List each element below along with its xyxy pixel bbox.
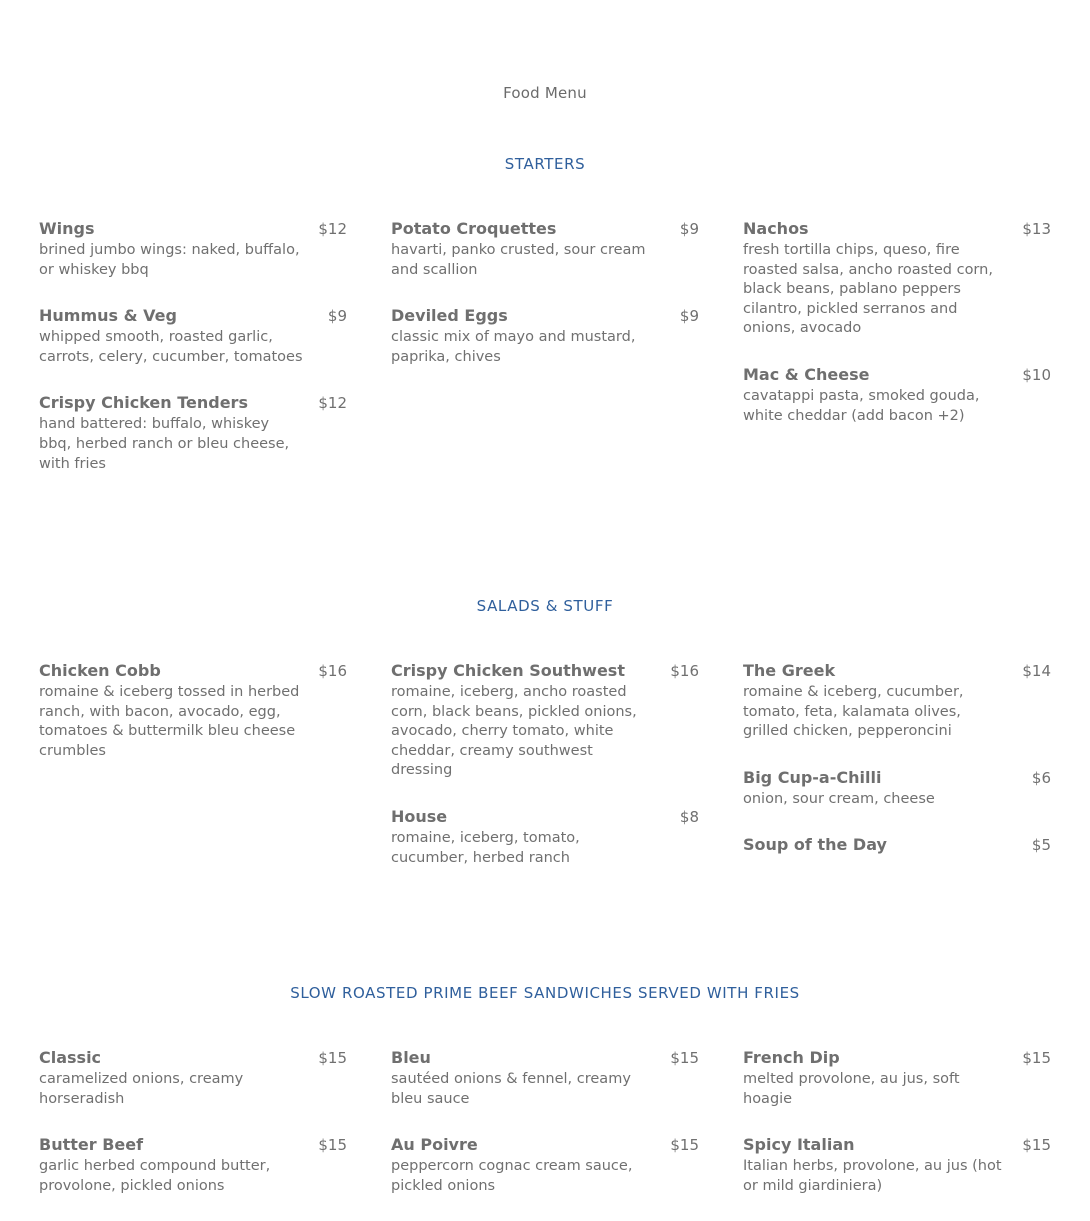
item-description: hand battered: buffalo, whiskey bbq, herbed ranch or bleu cheese, with fries: [39, 416, 290, 472]
item-price: $15: [670, 1136, 699, 1155]
item-price: $12: [318, 394, 347, 413]
item-price: $15: [318, 1049, 347, 1067]
item-description: brined jumbo wings: naked, buffalo, or whiskey bbq: [39, 242, 300, 278]
item-name: Mac & Cheese: [743, 364, 870, 384]
menu-item: [743, 661, 1051, 742]
item-name: Crispy Chicken Southwest: [391, 661, 625, 680]
menu-item: [391, 1135, 699, 1196]
salads-column-2: [391, 661, 699, 868]
item-price: $6: [1031, 768, 1051, 787]
sandwiches-column-1: [39, 1048, 347, 1196]
item-name: Bleu: [391, 1048, 431, 1067]
item-description: cavatappi pasta, smoked gouda, white cheddar (add bacon +2): [743, 387, 980, 424]
item-description: romaine & iceberg, cucumber, tomato, feta, kalamata olives, grilled chicken, pepperoncini: [743, 684, 964, 740]
item-name: Nachos: [743, 219, 809, 238]
item-price: $8: [679, 807, 699, 826]
item-name: Chicken Cobb: [39, 661, 161, 680]
menu-item: [743, 835, 1051, 854]
item-price: $9: [679, 307, 699, 326]
item-description: melted provolone, au jus, soft hoagie: [743, 1071, 960, 1107]
item-name: Deviled Eggs: [391, 306, 508, 326]
menu-item: [391, 219, 699, 280]
menu-item: [39, 393, 347, 474]
menu-item: [39, 1048, 347, 1109]
item-name: House: [391, 806, 448, 826]
item-description: fresh tortilla chips, queso, fire roasted salsa, ancho roasted corn, black beans, pablano peppers cilantro, pickled serranos and onions, avocado: [743, 242, 993, 337]
sandwiches-column-2: [391, 1048, 699, 1196]
item-description: Italian herbs, provolone, au jus (hot or mild giardiniera): [743, 1158, 1002, 1194]
menu-item: [39, 1135, 347, 1196]
menu-item: [743, 219, 1051, 339]
item-description: onion, sour cream, cheese: [743, 790, 935, 807]
item-name: Hummus & Veg: [39, 306, 177, 326]
item-description: peppercorn cognac cream sauce, pickled onions: [391, 1158, 633, 1194]
item-name: Butter Beef: [39, 1135, 144, 1155]
item-name: Wings: [39, 219, 95, 238]
item-name: Crispy Chicken Tenders: [39, 393, 248, 413]
starters-column-2: [391, 219, 699, 367]
item-price: $15: [318, 1136, 347, 1155]
starters-column-1: [39, 219, 347, 474]
item-description: classic mix of mayo and mustard, paprika, chives: [391, 329, 636, 365]
sandwiches-column-3: [743, 1048, 1051, 1196]
item-name: French Dip: [743, 1048, 840, 1067]
item-name: Soup of the Day: [743, 835, 887, 855]
menu-item: [39, 219, 347, 280]
menu-item: [39, 306, 347, 367]
item-price: $15: [1022, 1049, 1051, 1067]
item-description: romaine, iceberg, tomato, cucumber, herbed ranch: [391, 829, 580, 866]
section-title-sandwiches: SLOW ROASTED PRIME BEEF SANDWICHES SERVED WITH FRIES: [290, 984, 800, 1002]
item-price: $13: [1022, 220, 1051, 238]
menu-item: [743, 1135, 1051, 1196]
item-price: $5: [1031, 836, 1051, 855]
item-name: Classic: [39, 1048, 102, 1067]
item-price: $9: [327, 307, 347, 326]
menu-item: [391, 661, 699, 781]
salads-column-1: [39, 661, 347, 761]
item-description: romaine & iceberg tossed in herbed ranch, with bacon, avocado, egg, tomatoes & buttermilk bleu cheese crumbles: [39, 684, 300, 759]
item-price: $9: [679, 220, 699, 238]
item-description: caramelized onions, creamy horseradish: [39, 1071, 244, 1107]
menu-item: [391, 306, 699, 367]
item-price: $15: [670, 1049, 699, 1067]
item-description: whipped smooth, roasted garlic, carrots, celery, cucumber, tomatoes: [39, 329, 303, 365]
item-price: $16: [670, 662, 699, 680]
item-name: Spicy Italian: [743, 1135, 855, 1155]
menu-item: [743, 1048, 1051, 1109]
page-title: Food Menu: [503, 84, 587, 102]
salads-column-3: [743, 661, 1051, 854]
menu-item: [743, 768, 1051, 810]
item-price: $12: [318, 220, 347, 238]
menu-item: [391, 807, 699, 868]
section-title-salads: SALADS & STUFF: [476, 597, 614, 615]
item-name: Potato Croquettes: [391, 219, 557, 238]
item-description: havarti, panko crusted, sour cream and scallion: [391, 242, 646, 278]
item-price: $14: [1022, 662, 1051, 680]
item-name: Big Cup-a-Chilli: [743, 767, 882, 787]
item-description: garlic herbed compound butter, provolone, pickled onions: [39, 1158, 271, 1194]
item-name: The Greek: [743, 661, 836, 680]
menu-item: [39, 661, 347, 761]
item-description: sautéed onions & fennel, creamy bleu sauce: [391, 1071, 631, 1107]
menu-item: [391, 1048, 699, 1109]
starters-column-3: [743, 219, 1051, 426]
menu-item: [743, 365, 1051, 426]
item-description: romaine, iceberg, ancho roasted corn, black beans, pickled onions, avocado, cherry tomato, white cheddar, creamy southwest dressing: [391, 684, 637, 779]
item-price: $16: [318, 662, 347, 680]
section-title-starters: STARTERS: [504, 155, 586, 173]
item-price: $15: [1022, 1136, 1051, 1155]
item-name: Au Poivre: [391, 1135, 478, 1155]
item-price: $10: [1022, 365, 1051, 384]
